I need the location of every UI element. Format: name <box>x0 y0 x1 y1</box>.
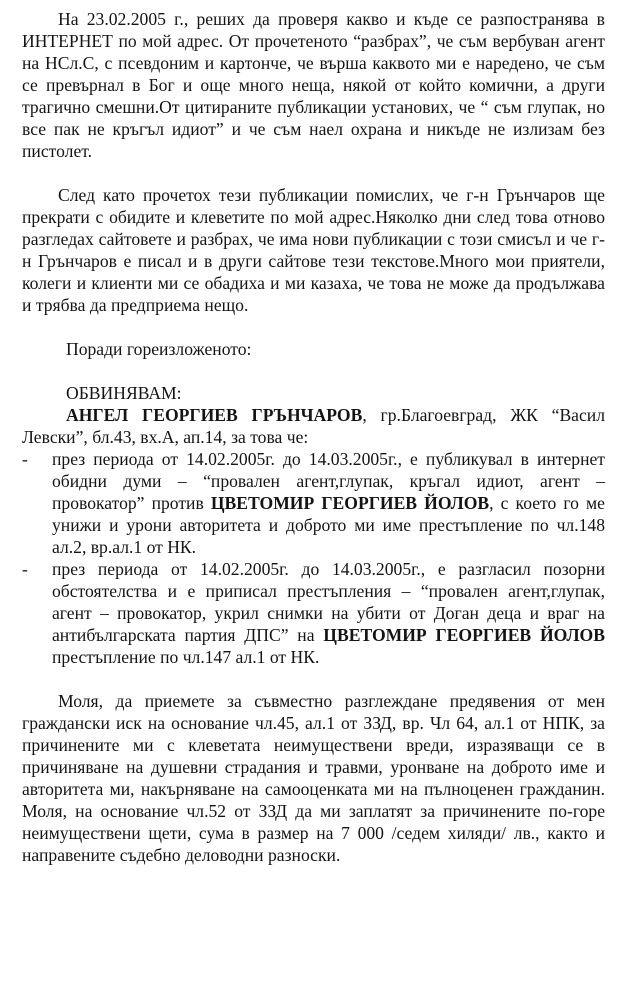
paragraph-therefore: Поради гореизложеното: <box>66 339 252 359</box>
charges-list <box>22 448 605 668</box>
charge-1-victim-name: ЦВЕТОМИР ГЕОРГИЕВ ЙОЛОВ <box>210 493 490 513</box>
charge-item-2 <box>22 558 605 668</box>
accused-address: , гр.Благоевград, ЖК “Васил Левски”, бл.43, вх.А, ап.14, за това че: <box>22 405 605 447</box>
charge-1-text-after: , с което го ме унижи и урони авторитета и доброто ми име престъпление по чл.148 ал.2, вр.ал.1 от НК. <box>52 493 605 557</box>
bullet-dash: - <box>22 559 28 579</box>
accused-name: АНГЕЛ ГЕОРГИЕВ ГРЪНЧАРОВ <box>66 405 363 425</box>
accusation-heading: ОБВИНЯВАМ: <box>66 383 182 403</box>
charge-item-1 <box>22 448 605 558</box>
bullet-dash: - <box>22 449 28 469</box>
paragraph-continued-publications: След като прочетох тези публикации помислих, че г-н Грънчаров ще прекрати с обидите и клеветите по мой адрес.Няколко дни след това отново разгледах сайтовете и разбрах, че има нови публикации с този смисъл и че г-н Грънчаров е писал и в други сайтове тези текстове.Много мои приятели, колеги и клиенти ми се обадиха и ми казаха, че това не може да продължава и трябва да предприема нещо. <box>22 185 605 315</box>
charge-2-victim-name: ЦВЕТОМИР ГЕОРГИЕВ ЙОЛОВ <box>323 625 605 645</box>
charge-2-text-after: престъпление по чл.147 ал.1 от НК. <box>52 647 320 667</box>
paragraph-civil-claim: Моля, да приемете за съвместно разглеждане предявения от мен граждански иск на основание чл.45, ал.1 от ЗЗД, вр. Чл 64, ал.1 от НПК, за причинените ми с клеветата неимуществени вреди, изразяващи се в причиняване на душевни страдания и травми, уронване на доброто име и авторитета ми, накърняване на самооценката ми на пълноценен гражданин. Моля, на основание чл.52 от ЗЗД да ми заплатят за причинените по-горе неимуществени щети, сума в размер на 7 000 /седем хиляди/ лв., както и направените съдебно деловодни разноски. <box>22 691 605 865</box>
charge-1-text-before: през периода от 14.02.2005г. до 14.03.2005г., е публикувал в интернет обидни думи – “провален агент,глупак, кръгал идиот, агент – провокатор” против <box>52 449 605 513</box>
paragraph-internet-check: На 23.02.2005 г., реших да проверя какво и къде се разпостранява в ИНТЕРНЕТ по мой адрес. От прочетеното “разбрах”, че съм вербуван агент на НСл.С, с псевдоним и картонче, че върша каквото ми е наредено, че съм се превърнал в Бог и още много неща, някой от който комични, а други трагично смешни.От цитираните публикации установих, че “ съм глупак, но все пак не кръгъл идиот” и че съм наел охрана и никъде не излизам без пистолет. <box>22 9 605 161</box>
charge-2-text-before: през периода от 14.02.2005г. до 14.03.2005г., е разгласил позорни обстоятелства и е приписал престъпления – “провален агент,глупак, агент – провокатор, укрил снимки на убити от Доган деца и враг на антибългарската партия ДПС” на <box>52 559 605 645</box>
accused-statement <box>22 404 605 448</box>
